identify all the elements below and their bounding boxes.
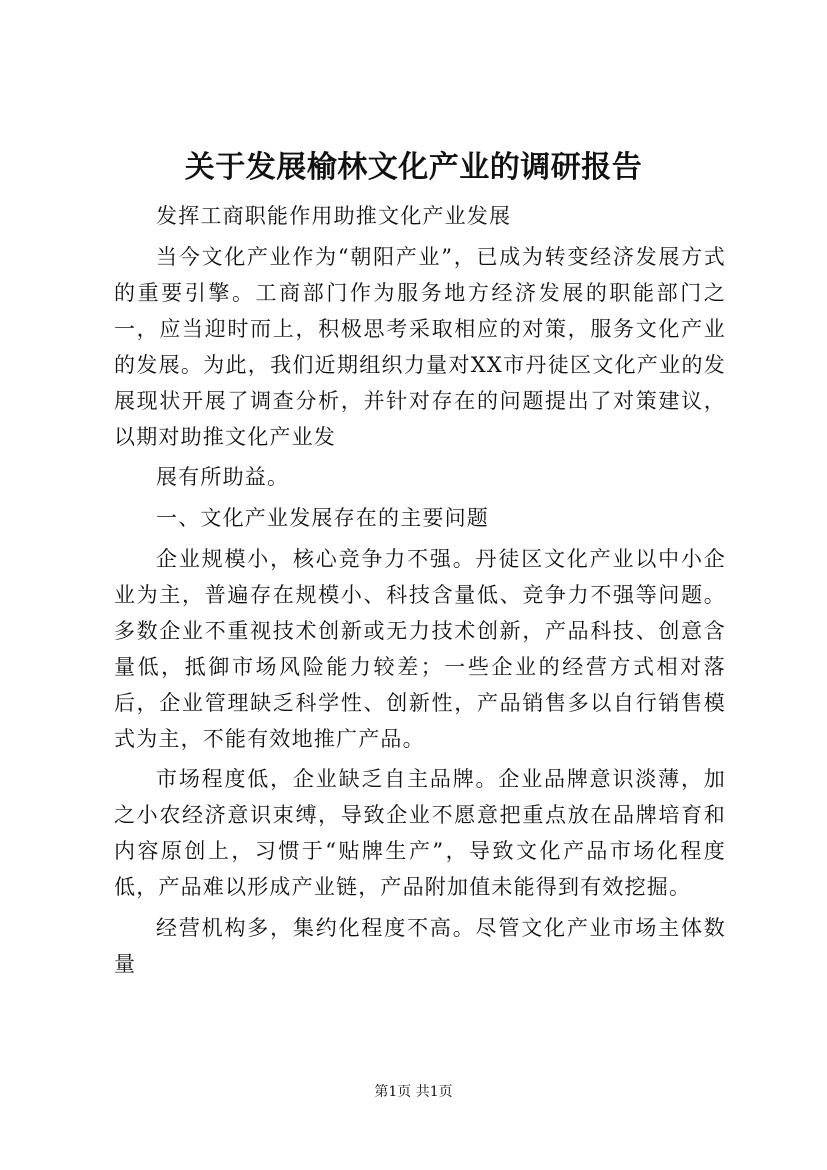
paragraph-issue-3: 经营机构多，集约化程度不高。尽管文化产业市场主体数量 [114, 916, 726, 977]
page-footer: 第1页 共1页 [374, 1084, 453, 1100]
section-heading: 一、文化产业发展存在的主要问题 [156, 506, 489, 531]
document-body [114, 198, 726, 987]
paragraph-intro: 当今文化产业作为“朝阳产业”，已成为转变经济发展方式的重要引擎。工商部门作为服务地方经济发展的职能部门之一，应当迎时而上，积极思考采取相应的对策，服务文化产业的发展。为此，我们近期组织力量对XX市丹徒区文化产业的发展现状开展了调查分析，并针对存在的问题提出了对策建议，以期对助推文化产业发 [114, 244, 726, 449]
paragraph-issue-2: 市场程度低，企业缺乏自主品牌。企业品牌意识淡薄，加之小农经济意识束缚，导致企业不愿意把重点放在品牌培育和内容原创上，习惯于“贴牌生产”，导致文化产品市场化程度低，产品难以形成产业链，产品附加值未能得到有效挖掘。 [114, 767, 726, 900]
paragraph-subtitle: 发挥工商职能作用助推文化产业发展 [156, 204, 512, 228]
document-title: 关于发展榆林文化产业的调研报告 [184, 150, 643, 185]
paragraph-intro-continued: 展有所助益。 [156, 465, 290, 490]
paragraph-issue-1: 企业规模小，核心竞争力不强。丹徒区文化产业以中小企业为主，普遍存在规模小、科技含量低、竞争力不强等问题。多数企业不重视技术创新或无力技术创新，产品科技、创意含量低，抵御市场风险能力较差；一些企业的经营方式相对落后，企业管理缺乏科学性、创新性，产品销售多以自行销售模式为主，不能有效地推广产品。 [114, 546, 726, 751]
